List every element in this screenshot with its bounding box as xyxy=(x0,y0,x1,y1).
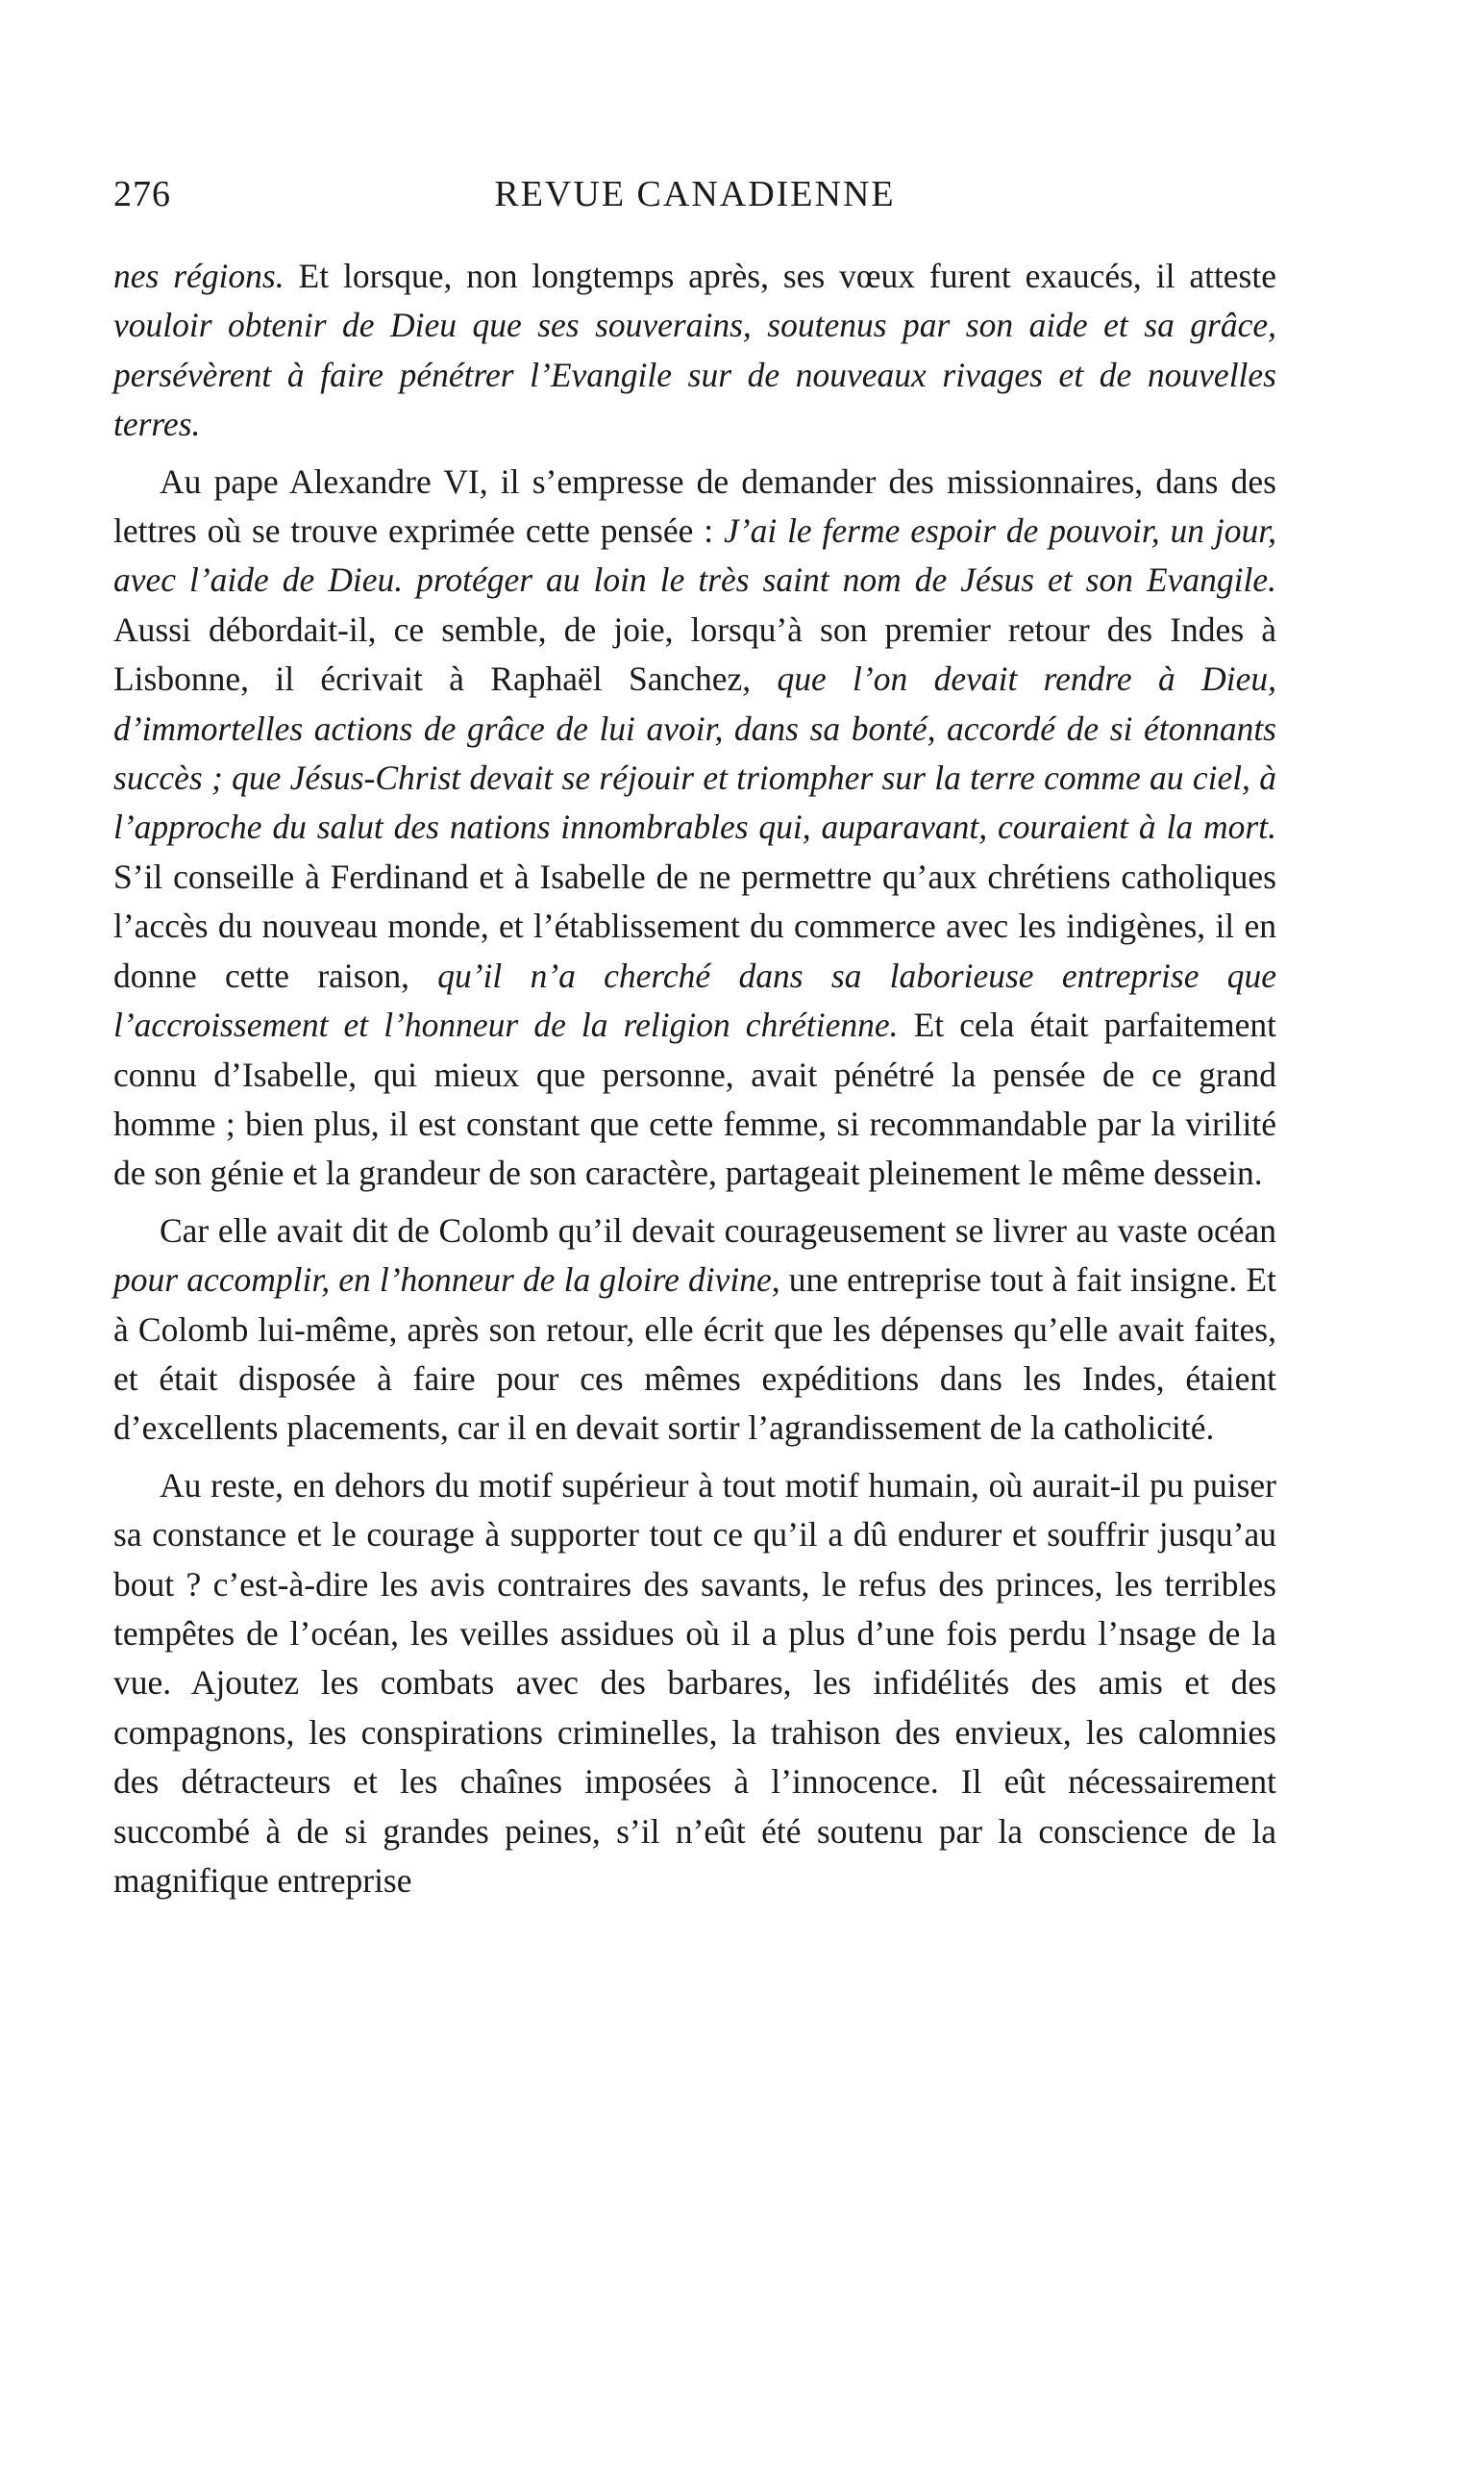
text-run: Au reste, en dehors du motif supérieur à tout motif humain, où aurait-il pu puiser sa constance et le courage à supporter tout ce qu’il a dû endurer et souffrir jusqu’au bout ? c’est-à-dire les avis contraires des savants, le refus des princes, les terribles tempêtes de l’océan, les veilles assidues où il a plus d’une fois perdu l’nsage de la vue. Ajoutez les combats avec des barbares, les infidélités des amis et des compagnons, les conspirations criminelles, la trahison des envieux, les calomnies des détracteurs et les chaînes imposées à l’innocence. Il eût nécessairement succombé à de si grandes peines, s’il n’eût été soutenu par la conscience de la magnifique entreprise xyxy=(113,1465,1276,1900)
running-title: REVUE CANADIENNE xyxy=(494,174,896,214)
text-run: Car elle avait dit de Colomb qu’il devait courageusement se livrer au vaste océan xyxy=(160,1210,1276,1250)
italic-text: nes régions. xyxy=(113,257,284,295)
paragraph xyxy=(113,458,1276,1199)
italic-text: vouloir obtenir de Dieu que ses souverains, soutenus par son aide et sa grâce, persévèrent à faire pénétrer l’Evangile sur de nouveaux rivages et de nouvelles terres. xyxy=(113,306,1276,444)
italic-text: qu’il n’a cherché dans sa laborieuse entreprise que l’accroissement et l’honneur de la religion chrétienne. xyxy=(113,956,1276,1045)
paragraph xyxy=(113,1207,1276,1454)
text-run: S’il conseille à Ferdinand et à Isabelle de ne permettre qu’aux chrétiens catholiques l’accès du nouveau monde, et l’établissement du commerce avec les indigènes, il en donne cette raison, xyxy=(113,857,1276,995)
page-number: 276 xyxy=(113,174,171,214)
italic-text: que l’on devait rendre à Dieu, d’immortelles actions de grâce de lui avoir, dans sa bonté, accordé de si étonnants succès ; que Jésus-Christ devait se réjouir et triompher sur la terre comme au ciel, à l’approche du salut des nations innombrables qui, auparavant, couraient à la mort. xyxy=(113,659,1276,847)
text-run: Et cela était parfaitement connu d’Isabelle, qui mieux que personne, avait pénétré la pensée de ce grand homme ; bien plus, il est constant que cette femme, si recommandable par la virilité de son génie et la grandeur de son caractère, partageait pleinement le même dessein. xyxy=(113,1006,1276,1193)
text-run: Et lorsque, non longtemps après, ses vœux furent exaucés, il atteste xyxy=(284,257,1276,295)
text-run: Aussi débordait-il, ce semble, de joie, lorsqu’à son premier retour des Indes à Lisbonne, il écrivait à Raphaël Sanchez, xyxy=(113,610,1276,699)
text-run: une entreprise tout à fait insigne. Et à Colomb lui-même, après son retour, elle écrit que les dépenses qu’elle avait faites, et était disposée à faire pour ces mêmes expéditions dans les Indes, étaient d’excellents placements, car il en devait sortir l’agrandissement de la catholicité. xyxy=(113,1260,1276,1448)
italic-text: J’ai le ferme espoir de pouvoir, un jour, avec l’aide de Dieu. protéger au loin le très saint nom de Jésus et son Evangile. xyxy=(113,511,1276,600)
paragraph xyxy=(113,1461,1276,1906)
page-header xyxy=(113,173,1276,231)
body-text xyxy=(113,252,1276,1905)
text-run: Au pape Alexandre VI, il s’empresse de demander des missionnaires, dans des lettres où se trouve exprimée cette pensée : xyxy=(113,461,1276,551)
paragraph xyxy=(113,252,1276,450)
document-page xyxy=(113,173,1276,1905)
italic-text: pour accomplir, en l’honneur de la gloire divine, xyxy=(113,1260,780,1300)
